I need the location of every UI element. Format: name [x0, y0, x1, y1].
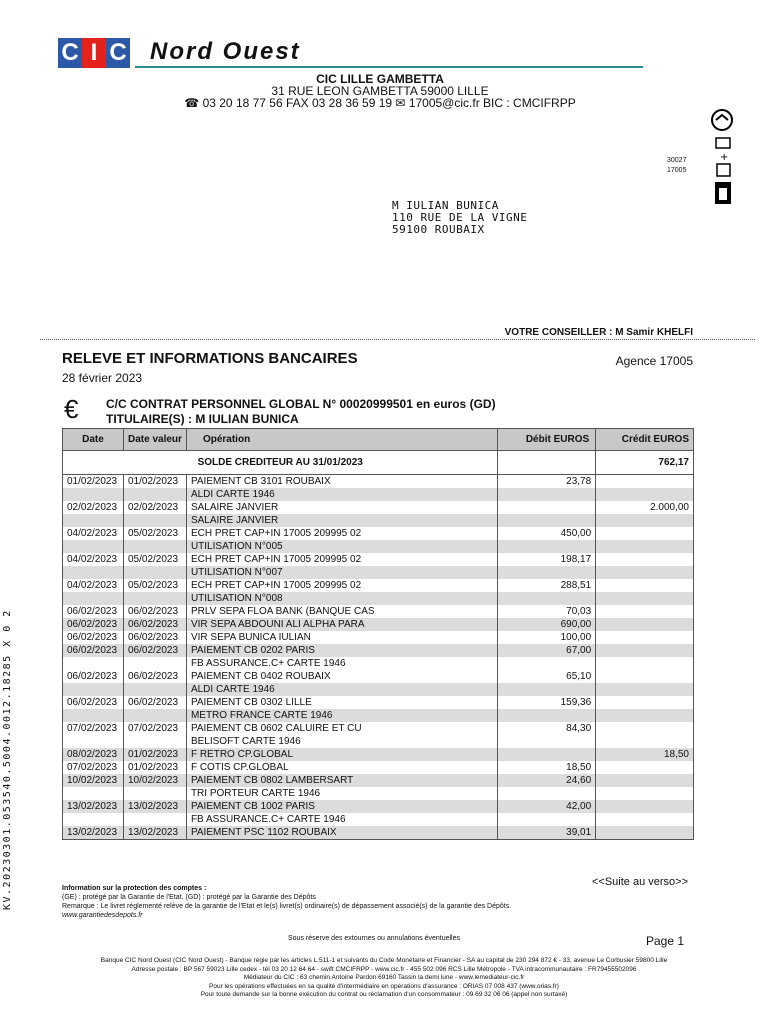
table-row: [63, 566, 694, 579]
contract-block: [106, 397, 496, 427]
row-debit: 23,78: [498, 475, 596, 489]
protection-title: Information sur la protection des comptes :: [62, 885, 207, 892]
brand-name: Nord Ouest: [150, 38, 301, 65]
agency-phone: 03 20 18 77 56 FAX 03 28 36 59 19: [202, 96, 393, 110]
continued-overleaf: <<Suite au verso>>: [592, 876, 689, 888]
row-credit: [596, 670, 694, 683]
col-operation: Opération: [186, 429, 497, 451]
row-date: 06/02/2023: [63, 670, 124, 683]
row-credit: [596, 826, 694, 840]
statement-title: RELEVE ET INFORMATIONS BANCAIRES: [62, 350, 358, 367]
contract-title: C/C CONTRAT PERSONNEL GLOBAL N° 00020999501 en euros (GD): [106, 397, 496, 411]
row-date: 06/02/2023: [63, 644, 124, 657]
row-date: [63, 813, 124, 826]
row-value-date: 06/02/2023: [123, 696, 186, 709]
table-row: [63, 826, 694, 840]
table-row: [63, 592, 694, 605]
row-debit: [498, 709, 596, 722]
row-operation: TRI PORTEUR CARTE 1946: [186, 787, 497, 800]
row-credit: [596, 618, 694, 631]
recycle-icon: [708, 108, 738, 208]
table-row: [63, 761, 694, 774]
row-operation: PRLV SEPA FLOA BANK (BANQUE CAS: [186, 605, 497, 618]
row-date: 02/02/2023: [63, 501, 124, 514]
row-date: 07/02/2023: [63, 722, 124, 735]
row-value-date: 06/02/2023: [123, 644, 186, 657]
row-date: [63, 566, 124, 579]
row-credit: [596, 657, 694, 670]
row-value-date: 13/02/2023: [123, 800, 186, 813]
row-operation: SALAIRE JANVIER: [186, 514, 497, 527]
row-debit: [498, 787, 596, 800]
row-debit: 67,00: [498, 644, 596, 657]
row-debit: [498, 813, 596, 826]
table-row: [63, 709, 694, 722]
row-value-date: [123, 488, 186, 501]
row-operation: ECH PRET CAP+IN 17005 209995 02: [186, 527, 497, 540]
row-credit: [596, 579, 694, 592]
table-row: [63, 787, 694, 800]
footer-line: Médiateur du CIC : 63 chemin Antoine Pardon 69160 Tassin la demi lune - www.lemediateur-cic.fr: [243, 974, 525, 981]
row-value-date: [123, 787, 186, 800]
row-value-date: 05/02/2023: [123, 527, 186, 540]
row-date: 06/02/2023: [63, 696, 124, 709]
phone-icon: ☎: [184, 96, 203, 110]
agence-number: Agence 17005: [615, 354, 693, 368]
agency-email: 17005@cic.fr BIC : CMCIFRPP: [408, 96, 576, 110]
row-operation: F COTIS CP.GLOBAL: [186, 761, 497, 774]
protection-line: (GE) : protégé par la Garantie de l'Etat. (GD) : protégé par la Garantie des Dépôts: [62, 894, 316, 901]
recipient-address: [392, 200, 527, 236]
row-value-date: 01/02/2023: [123, 748, 186, 761]
row-operation: ECH PRET CAP+IN 17005 209995 02: [186, 579, 497, 592]
row-credit: [596, 488, 694, 501]
row-operation: VIR SEPA ABDOUNI ALI ALPHA PARA: [186, 618, 497, 631]
row-credit: [596, 605, 694, 618]
row-operation: BELISOFT CARTE 1946: [186, 735, 497, 748]
row-credit: 18,50: [596, 748, 694, 761]
table-row: [63, 813, 694, 826]
row-debit: 198,17: [498, 553, 596, 566]
row-value-date: [123, 566, 186, 579]
table-row: [63, 670, 694, 683]
row-debit: 288,51: [498, 579, 596, 592]
row-date: 08/02/2023: [63, 748, 124, 761]
agency-block: [150, 73, 610, 109]
row-date: [63, 683, 124, 696]
row-value-date: 01/02/2023: [123, 475, 186, 489]
row-credit: [596, 800, 694, 813]
row-value-date: 06/02/2023: [123, 670, 186, 683]
recipient-line: 59100 ROUBAIX: [392, 223, 485, 236]
table-row: [63, 644, 694, 657]
agency-contact: [150, 97, 610, 109]
table-row: [63, 657, 694, 670]
row-value-date: [123, 540, 186, 553]
row-value-date: [123, 592, 186, 605]
footer-line: Banque CIC Nord Ouest (CIC Nord Ouest) - Banque régie par les articles L.511-1 et suivants du Code Monétaire et Financier - SA au capital de 230 294 872 € - 33, avenue Le Corbusier 59800 Lille: [100, 957, 668, 964]
row-debit: [498, 501, 596, 514]
table-row: [63, 514, 694, 527]
table-row: [63, 774, 694, 787]
advisor: VOTRE CONSEILLER : M Samir KHELFI: [504, 327, 693, 338]
row-debit: 450,00: [498, 527, 596, 540]
row-debit: 39,01: [498, 826, 596, 840]
brand-divider: [135, 66, 643, 68]
table-row: [63, 527, 694, 540]
table-row: [63, 553, 694, 566]
row-value-date: [123, 709, 186, 722]
footer-line: Adresse postale : BP 567 59023 Lille cedex - tél 03 20 12 64 64 - swift CMCIFRPP - www.cic.fr - 455 502 096 RCS Lille Métropole - TVA intracommunautaire : FR79455502096: [131, 965, 637, 973]
table-row: [63, 475, 694, 489]
row-debit: [498, 657, 596, 670]
row-credit: [596, 722, 694, 735]
row-debit: 42,00: [498, 800, 596, 813]
row-value-date: 06/02/2023: [123, 631, 186, 644]
page-number: Page 1: [646, 934, 685, 948]
row-date: 13/02/2023: [63, 800, 124, 813]
row-operation: UTILISATION N°008: [186, 592, 497, 605]
dotted-separator: [40, 339, 755, 340]
row-value-date: 07/02/2023: [123, 722, 186, 735]
table-row: [63, 605, 694, 618]
row-operation: PAIEMENT CB 0302 LILLE: [186, 696, 497, 709]
row-operation: ALDI CARTE 1946: [186, 683, 497, 696]
row-operation: PAIEMENT PSC 1102 ROUBAIX: [186, 826, 497, 840]
row-operation: PAIEMENT CB 0802 LAMBERSART: [186, 774, 497, 787]
footer-line: Pour les opérations effectuées en sa qualité d'intermédiaire en opérations d'assurance : ORIAS 07 008 437 (www.orias.fr): [209, 982, 559, 990]
opening-balance-value: 762,17: [596, 451, 694, 475]
row-credit: [596, 553, 694, 566]
row-credit: [596, 631, 694, 644]
row-credit: [596, 514, 694, 527]
row-date: [63, 657, 124, 670]
row-credit: [596, 527, 694, 540]
row-date: 07/02/2023: [63, 761, 124, 774]
side-code: 30027: [667, 157, 687, 164]
row-operation: PAIEMENT CB 0202 PARIS: [186, 644, 497, 657]
table-header: [63, 429, 694, 451]
document-code: KV.20230301.053540.5004.0012.18285 X 0 2: [2, 609, 13, 910]
row-value-date: [123, 813, 186, 826]
side-codes: [667, 156, 686, 176]
recycle-icons: [708, 108, 738, 213]
row-debit: 24,60: [498, 774, 596, 787]
row-debit: [498, 488, 596, 501]
account-holder: TITULAIRE(S) : M IULIAN BUNICA: [106, 412, 299, 426]
row-operation: PAIEMENT CB 0602 CALUIRE ET CU: [186, 722, 497, 735]
row-debit: [498, 540, 596, 553]
row-credit: [596, 683, 694, 696]
table-row: [63, 631, 694, 644]
row-value-date: 06/02/2023: [123, 618, 186, 631]
row-credit: [596, 735, 694, 748]
row-operation: FB ASSURANCE.C+ CARTE 1946: [186, 657, 497, 670]
row-credit: [596, 709, 694, 722]
footer-line: Pour toute demande sur la bonne exécution du contrat ou réclamation d'un consommateur : 09 69 32 06 06 (appel non surtaxé): [200, 991, 568, 998]
row-debit: [498, 683, 596, 696]
row-date: 10/02/2023: [63, 774, 124, 787]
row-operation: ALDI CARTE 1946: [186, 488, 497, 501]
row-debit: 159,36: [498, 696, 596, 709]
row-date: [63, 709, 124, 722]
row-operation: UTILISATION N°007: [186, 566, 497, 579]
row-date: 06/02/2023: [63, 618, 124, 631]
table-row: [63, 501, 694, 514]
row-debit: 70,03: [498, 605, 596, 618]
row-value-date: [123, 657, 186, 670]
col-credit: Crédit EUROS: [596, 429, 694, 451]
table-row: [63, 579, 694, 592]
row-operation: PAIEMENT CB 3101 ROUBAIX: [186, 475, 497, 489]
row-value-date: 02/02/2023: [123, 501, 186, 514]
table-row: [63, 488, 694, 501]
row-value-date: [123, 514, 186, 527]
reserve-note: Sous réserve des extournes ou annulations éventuelles: [288, 935, 460, 942]
row-debit: 690,00: [498, 618, 596, 631]
recipient-line: 110 RUE DE LA VIGNE: [392, 211, 528, 224]
row-operation: FB ASSURANCE.C+ CARTE 1946: [186, 813, 497, 826]
row-credit: [596, 696, 694, 709]
row-date: 13/02/2023: [63, 826, 124, 840]
row-value-date: 05/02/2023: [123, 579, 186, 592]
row-date: [63, 514, 124, 527]
legal-footer: [20, 957, 748, 1000]
svg-text:+: +: [720, 152, 729, 163]
row-credit: [596, 787, 694, 800]
row-debit: 65,10: [498, 670, 596, 683]
row-date: [63, 592, 124, 605]
recipient-line: M IULIAN BUNICA: [392, 199, 499, 212]
row-credit: [596, 592, 694, 605]
table-row: [63, 696, 694, 709]
col-date: Date: [63, 429, 124, 451]
row-debit: [498, 514, 596, 527]
table-row: [63, 618, 694, 631]
row-debit: 18,50: [498, 761, 596, 774]
col-debit: Débit EUROS: [498, 429, 596, 451]
row-credit: 2.000,00: [596, 501, 694, 514]
row-credit: [596, 761, 694, 774]
row-debit: 100,00: [498, 631, 596, 644]
opening-balance-label: SOLDE CREDITEUR AU 31/01/2023: [63, 451, 498, 475]
row-value-date: [123, 683, 186, 696]
col-date-valeur: Date valeur: [123, 429, 186, 451]
protection-remark: Remarque : Le livret réglementé relève de la garantie de l'Etat et le(s) livret(s) ordinaire(s) de dépassement associé(s) de la garantie des Dépôts.: [62, 903, 512, 910]
row-value-date: 05/02/2023: [123, 553, 186, 566]
row-debit: 84,30: [498, 722, 596, 735]
row-operation: UTILISATION N°005: [186, 540, 497, 553]
row-date: 01/02/2023: [63, 475, 124, 489]
table-row: [63, 735, 694, 748]
row-date: 04/02/2023: [63, 553, 124, 566]
row-date: [63, 488, 124, 501]
protection-info: [62, 884, 511, 920]
table-row: [63, 800, 694, 813]
row-value-date: [123, 735, 186, 748]
table-row: [63, 683, 694, 696]
row-operation: F RETRO CP.GLOBAL: [186, 748, 497, 761]
row-credit: [596, 774, 694, 787]
row-value-date: 13/02/2023: [123, 826, 186, 840]
euro-icon: €: [64, 394, 79, 424]
agency-address: 31 RUE LEON GAMBETTA 59000 LILLE: [271, 84, 489, 98]
row-debit: [498, 566, 596, 579]
row-debit: [498, 592, 596, 605]
row-date: 04/02/2023: [63, 579, 124, 592]
row-operation: ECH PRET CAP+IN 17005 209995 02: [186, 553, 497, 566]
operations-table: [62, 428, 694, 840]
envelope-icon: ✉: [395, 96, 409, 110]
row-operation: PAIEMENT CB 0402 ROUBAIX: [186, 670, 497, 683]
row-date: [63, 540, 124, 553]
row-value-date: 01/02/2023: [123, 761, 186, 774]
row-credit: [596, 644, 694, 657]
row-debit: [498, 748, 596, 761]
protection-link[interactable]: www.garantiedesdepots.fr: [62, 912, 143, 919]
row-credit: [596, 813, 694, 826]
row-value-date: 06/02/2023: [123, 605, 186, 618]
agency-name: CIC LILLE GAMBETTA: [316, 72, 444, 86]
row-credit: [596, 566, 694, 579]
row-operation: PAIEMENT CB 1002 PARIS: [186, 800, 497, 813]
row-date: 06/02/2023: [63, 631, 124, 644]
row-operation: SALAIRE JANVIER: [186, 501, 497, 514]
table-row: [63, 540, 694, 553]
side-code: 17005: [667, 167, 687, 174]
row-value-date: 10/02/2023: [123, 774, 186, 787]
cic-logo: C I C: [58, 38, 130, 68]
opening-balance-row: [63, 451, 694, 475]
row-operation: VIR SEPA BUNICA IULIAN: [186, 631, 497, 644]
row-date: [63, 735, 124, 748]
row-credit: [596, 540, 694, 553]
row-operation: METRO FRANCE CARTE 1946: [186, 709, 497, 722]
row-date: 04/02/2023: [63, 527, 124, 540]
row-credit: [596, 475, 694, 489]
row-date: [63, 787, 124, 800]
row-debit: [498, 735, 596, 748]
table-row: [63, 722, 694, 735]
row-date: 06/02/2023: [63, 605, 124, 618]
statement-date: 28 février 2023: [62, 371, 143, 385]
table-row: [63, 748, 694, 761]
